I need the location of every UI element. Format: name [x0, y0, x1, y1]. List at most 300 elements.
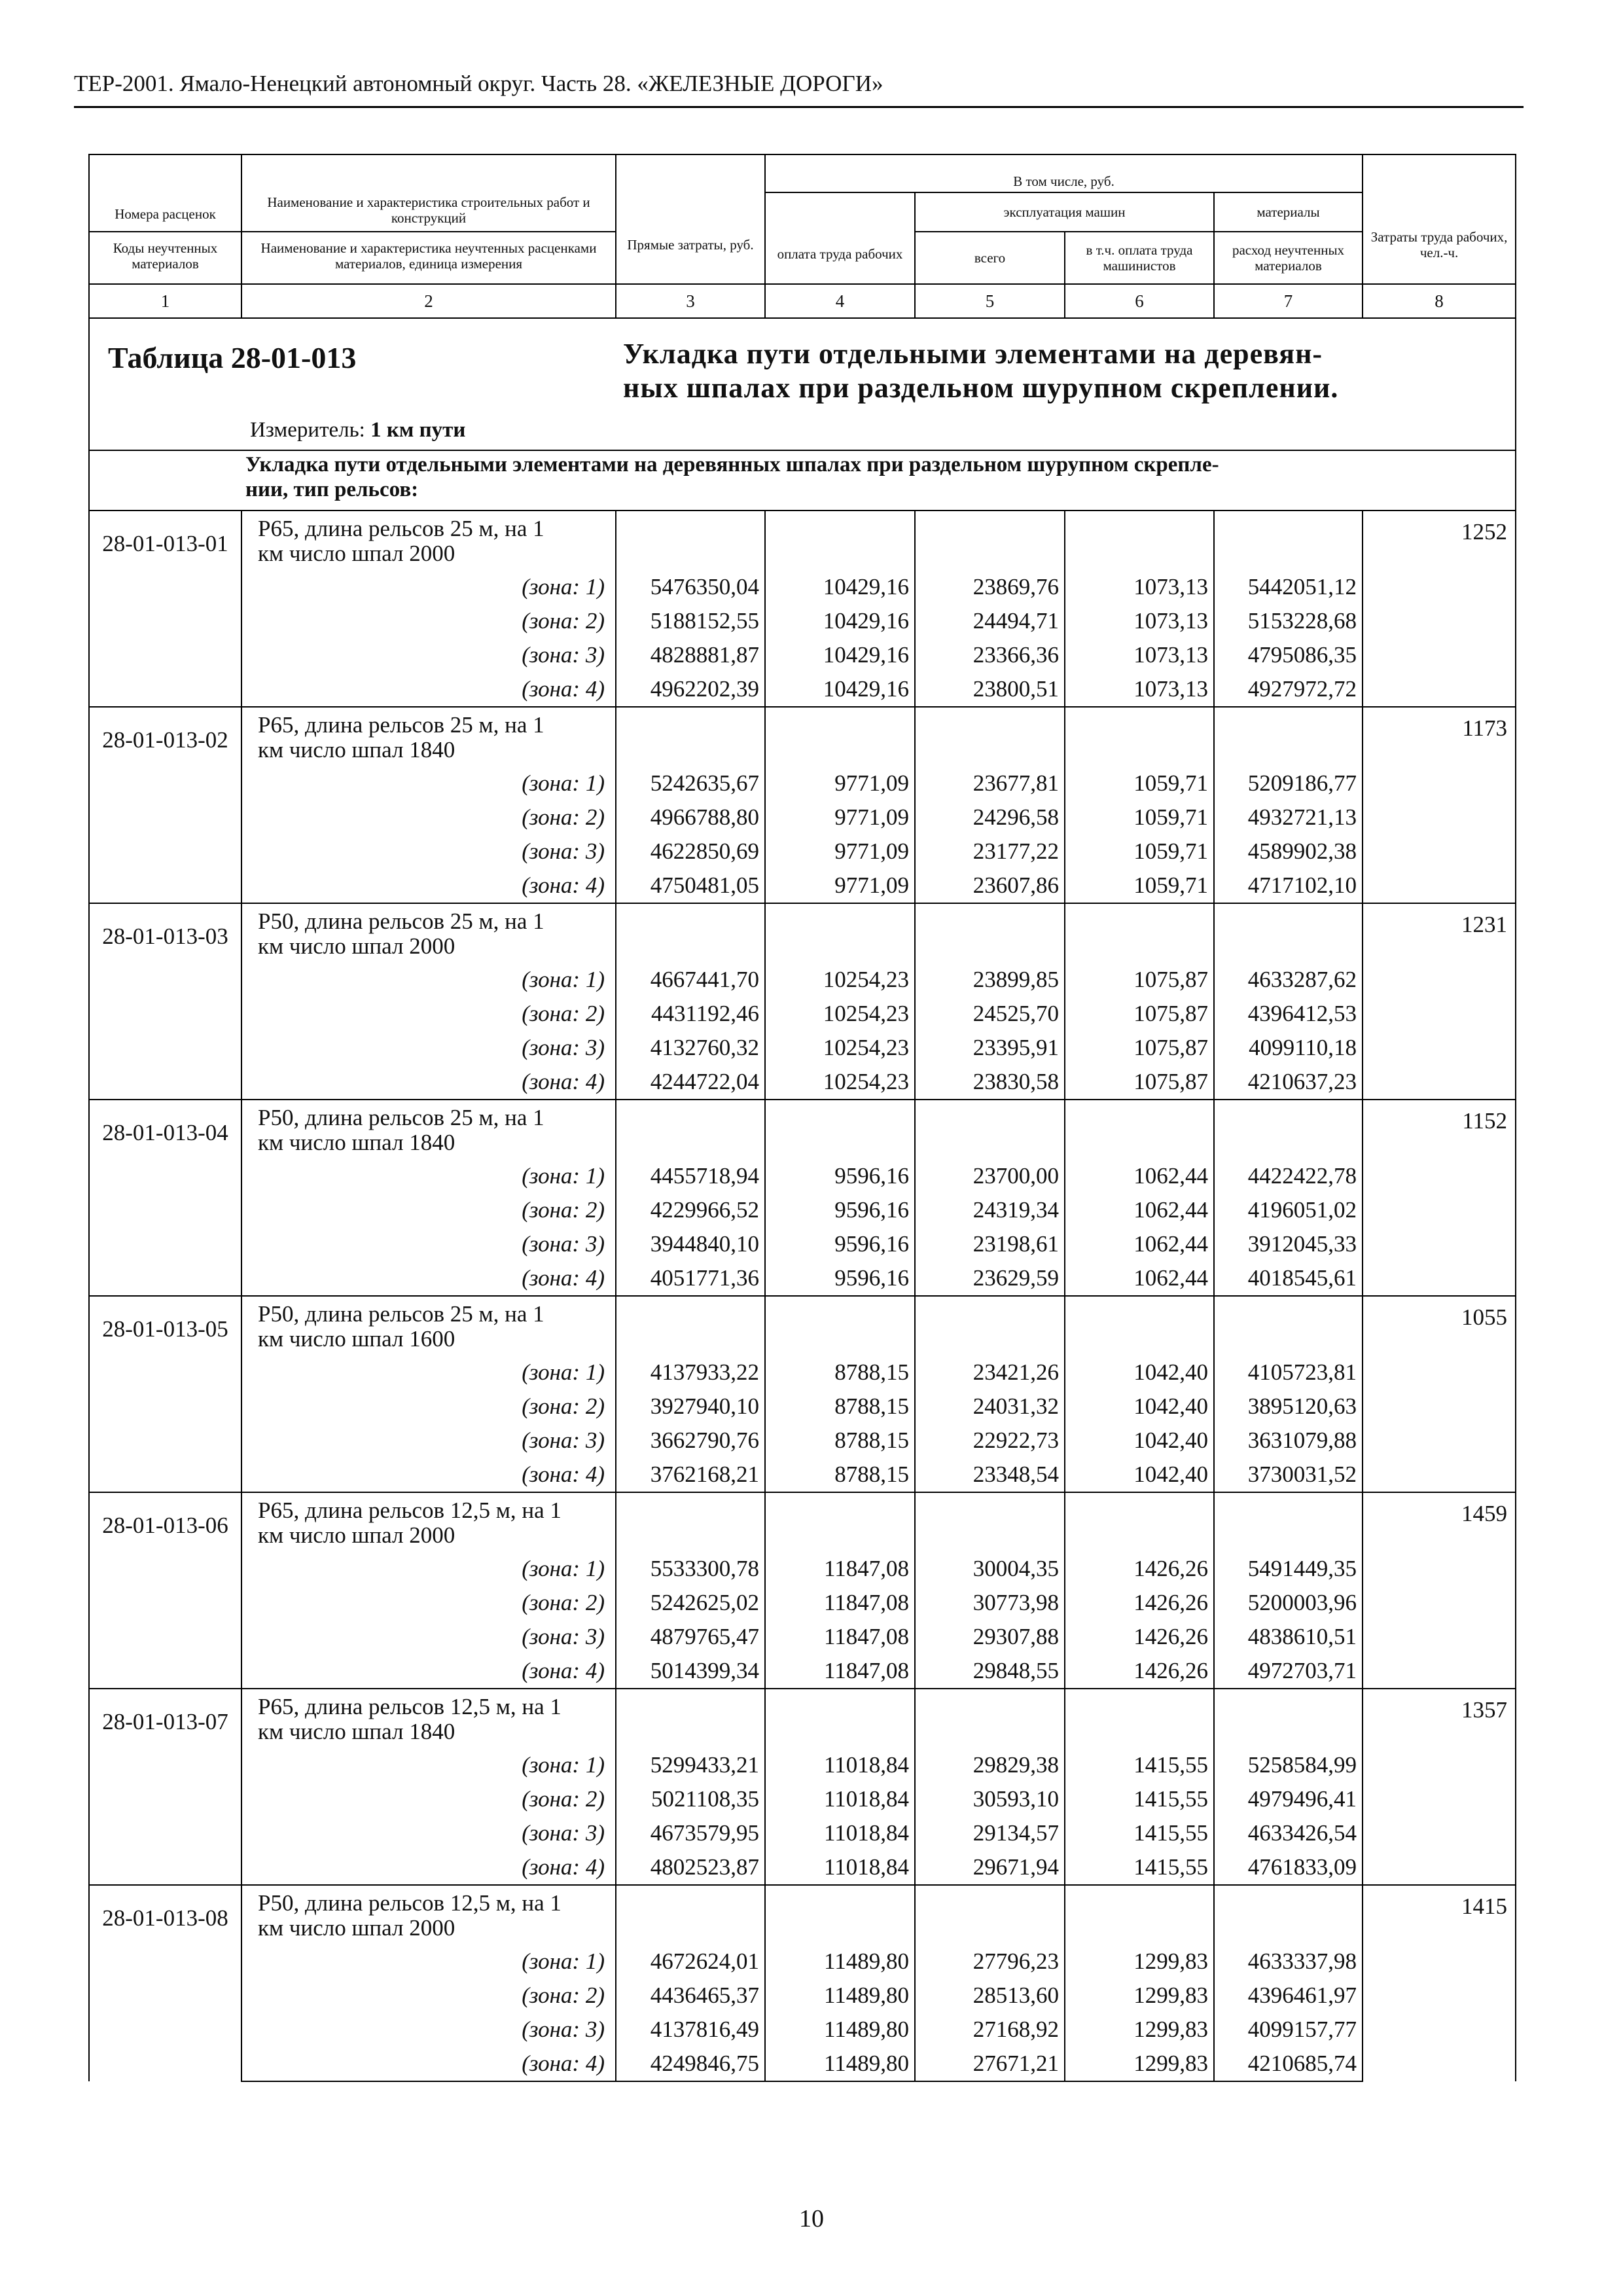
- zone-label: (зона: 1): [241, 963, 616, 997]
- rate-description-line: Р50, длина рельсов 25 м, на 1: [258, 1301, 544, 1327]
- operator-pay: 1415,55: [1065, 1850, 1214, 1885]
- col8-header: Затраты труда рабочих, чел.-ч.: [1363, 154, 1516, 284]
- col1-header-bottom: Коды неучтенных материалов: [89, 232, 241, 284]
- operator-pay: 1075,87: [1065, 963, 1214, 997]
- rate-code: 28-01-013-03: [89, 903, 241, 1100]
- running-header: ТЕР-2001. Ямало-Ненецкий автономный округ. Часть 28. «ЖЕЛЕЗНЫЕ ДОРОГИ»: [74, 71, 883, 96]
- materials-cost: 5200003,96: [1214, 1586, 1363, 1620]
- rate-description-line: км число шпал 2000: [258, 933, 455, 959]
- zone-label: (зона: 1): [241, 766, 616, 800]
- materials-cost: 4396412,53: [1214, 997, 1363, 1031]
- rate-description: [241, 511, 616, 570]
- worker-pay: 10254,23: [765, 1031, 915, 1065]
- machine-costs: 23629,59: [915, 1261, 1065, 1296]
- direct-costs: 4137933,22: [616, 1355, 765, 1390]
- direct-costs: 5242625,02: [616, 1586, 765, 1620]
- worker-pay: 11489,80: [765, 1945, 915, 1979]
- operator-pay: 1042,40: [1065, 1458, 1214, 1492]
- operator-pay: 1062,44: [1065, 1227, 1214, 1261]
- machine-costs: 28513,60: [915, 1979, 1065, 2013]
- direct-costs: 4802523,87: [616, 1850, 765, 1885]
- materials-cost: 5153228,68: [1214, 604, 1363, 638]
- worker-pay: 9771,09: [765, 766, 915, 800]
- worker-pay: 11018,84: [765, 1850, 915, 1885]
- rate-row: [89, 1100, 1516, 1159]
- machine-costs: 29134,57: [915, 1816, 1065, 1850]
- materials-cost: 4422422,78: [1214, 1159, 1363, 1193]
- zone-row: [89, 1065, 1516, 1100]
- group-title-line: Укладка пути отдельными элементами на деревянных шпалах при раздельном шурупном скрепле-: [245, 453, 1219, 476]
- zone-row: [89, 672, 1516, 707]
- direct-costs: 4879765,47: [616, 1620, 765, 1654]
- rate-row: [89, 903, 1516, 963]
- zone-row: [89, 1424, 1516, 1458]
- materials-cost: 3912045,33: [1214, 1227, 1363, 1261]
- machine-costs: 23177,22: [915, 834, 1065, 869]
- materials-cost: 5491449,35: [1214, 1552, 1363, 1586]
- machine-costs: 24494,71: [915, 604, 1065, 638]
- zone-row: [89, 766, 1516, 800]
- zone-row: [89, 1850, 1516, 1885]
- materials-cost: 3895120,63: [1214, 1390, 1363, 1424]
- labor-cost: 1357: [1363, 1689, 1516, 1885]
- materials-cost: 4979496,41: [1214, 1782, 1363, 1816]
- materials-cost: 4589902,38: [1214, 834, 1363, 869]
- zone-row: [89, 1193, 1516, 1227]
- zone-label: (зона: 1): [241, 570, 616, 604]
- machine-costs: 29307,88: [915, 1620, 1065, 1654]
- zone-row: [89, 1945, 1516, 1979]
- operator-pay: 1042,40: [1065, 1424, 1214, 1458]
- zone-label: (зона: 1): [241, 1159, 616, 1193]
- zone-row: [89, 1458, 1516, 1492]
- rate-description-line: км число шпал 2000: [258, 1522, 455, 1548]
- operator-pay: 1415,55: [1065, 1816, 1214, 1850]
- col1-header-top: Номера расценок: [89, 154, 241, 232]
- header-rule: [74, 106, 1524, 108]
- operator-pay: 1299,83: [1065, 2047, 1214, 2081]
- rate-code: 28-01-013-08: [89, 1885, 241, 2081]
- operator-pay: 1426,26: [1065, 1654, 1214, 1689]
- zone-label: (зона: 4): [241, 869, 616, 903]
- rate-description: [241, 903, 616, 963]
- col-number: 3: [616, 284, 765, 318]
- operator-pay: 1059,71: [1065, 800, 1214, 834]
- direct-costs: 4249846,75: [616, 2047, 765, 2081]
- worker-pay: 8788,15: [765, 1355, 915, 1390]
- direct-costs: 4051771,36: [616, 1261, 765, 1296]
- zone-row: [89, 1654, 1516, 1689]
- machine-costs: 27796,23: [915, 1945, 1065, 1979]
- materials-header: материалы: [1214, 192, 1363, 232]
- operator-pay: 1042,40: [1065, 1390, 1214, 1424]
- operator-pay: 1059,71: [1065, 869, 1214, 903]
- machine-costs: 23677,81: [915, 766, 1065, 800]
- machine-costs: 24296,58: [915, 800, 1065, 834]
- worker-pay: 11489,80: [765, 2013, 915, 2047]
- zone-label: (зона: 4): [241, 1065, 616, 1100]
- direct-costs: 4667441,70: [616, 963, 765, 997]
- rate-description-line: Р50, длина рельсов 12,5 м, на 1: [258, 1890, 562, 1916]
- operator-pay: 1075,87: [1065, 1031, 1214, 1065]
- materials-cost: 4196051,02: [1214, 1193, 1363, 1227]
- zone-label: (зона: 3): [241, 1424, 616, 1458]
- direct-costs: 5021108,35: [616, 1782, 765, 1816]
- col6-header: в т.ч. оплата труда машинистов: [1065, 232, 1214, 284]
- table-title-line: ных шпалах при раздельном шурупном скреплении.: [623, 372, 1339, 404]
- zone-label: (зона: 3): [241, 834, 616, 869]
- zone-label: (зона: 2): [241, 1390, 616, 1424]
- direct-costs: 4966788,80: [616, 800, 765, 834]
- rate-description: [241, 1100, 616, 1159]
- rate-row: [89, 1492, 1516, 1552]
- machine-costs: 23869,76: [915, 570, 1065, 604]
- operator-pay: 1299,83: [1065, 1979, 1214, 2013]
- direct-costs: 4672624,01: [616, 1945, 765, 1979]
- operator-pay: 1073,13: [1065, 672, 1214, 707]
- worker-pay: 11847,08: [765, 1552, 915, 1586]
- labor-cost: 1252: [1363, 511, 1516, 707]
- worker-pay: 10429,16: [765, 672, 915, 707]
- direct-costs: 5014399,34: [616, 1654, 765, 1689]
- zone-label: (зона: 1): [241, 1945, 616, 1979]
- labor-cost: 1415: [1363, 1885, 1516, 2081]
- operator-pay: 1062,44: [1065, 1193, 1214, 1227]
- zone-label: (зона: 4): [241, 2047, 616, 2081]
- labor-cost: 1459: [1363, 1492, 1516, 1689]
- zone-label: (зона: 1): [241, 1355, 616, 1390]
- operator-pay: 1075,87: [1065, 997, 1214, 1031]
- zone-row: [89, 2013, 1516, 2047]
- worker-pay: 8788,15: [765, 1424, 915, 1458]
- zone-row: [89, 1748, 1516, 1782]
- labor-cost: 1055: [1363, 1296, 1516, 1492]
- zone-row: [89, 869, 1516, 903]
- rate-code: 28-01-013-05: [89, 1296, 241, 1492]
- worker-pay: 11018,84: [765, 1748, 915, 1782]
- labor-cost: 1152: [1363, 1100, 1516, 1296]
- materials-cost: 4633426,54: [1214, 1816, 1363, 1850]
- worker-pay: 9596,16: [765, 1261, 915, 1296]
- direct-costs: 4455718,94: [616, 1159, 765, 1193]
- rate-description-line: км число шпал 1600: [258, 1326, 455, 1352]
- materials-cost: 4838610,51: [1214, 1620, 1363, 1654]
- worker-pay: 11018,84: [765, 1782, 915, 1816]
- rate-code: 28-01-013-06: [89, 1492, 241, 1689]
- operator-pay: 1042,40: [1065, 1355, 1214, 1390]
- materials-cost: 4099110,18: [1214, 1031, 1363, 1065]
- rate-code: 28-01-013-04: [89, 1100, 241, 1296]
- rate-description-line: Р65, длина рельсов 12,5 м, на 1: [258, 1694, 562, 1719]
- zone-label: (зона: 3): [241, 1031, 616, 1065]
- materials-cost: 3730031,52: [1214, 1458, 1363, 1492]
- rate-description-line: Р50, длина рельсов 25 м, на 1: [258, 908, 544, 934]
- machine-costs: 29829,38: [915, 1748, 1065, 1782]
- rate-row: [89, 1885, 1516, 1945]
- zone-label: (зона: 2): [241, 997, 616, 1031]
- direct-costs: 3762168,21: [616, 1458, 765, 1492]
- materials-cost: 4717102,10: [1214, 869, 1363, 903]
- direct-costs: 4673579,95: [616, 1816, 765, 1850]
- operator-pay: 1073,13: [1065, 638, 1214, 672]
- labor-cost: 1173: [1363, 707, 1516, 903]
- zone-label: (зона: 2): [241, 1586, 616, 1620]
- col7-header: расход неучтенных материалов: [1214, 232, 1363, 284]
- rate-description: [241, 1689, 616, 1748]
- machine-costs: 23800,51: [915, 672, 1065, 707]
- col2-header-bottom: Наименование и характеристика неучтенных расценками материалов, единица измерения: [241, 232, 616, 284]
- materials-cost: 4927972,72: [1214, 672, 1363, 707]
- zone-row: [89, 1586, 1516, 1620]
- machine-costs: 27168,92: [915, 2013, 1065, 2047]
- zone-row: [89, 1159, 1516, 1193]
- worker-pay: 9771,09: [765, 800, 915, 834]
- measure-value: 1 км пути: [370, 418, 466, 442]
- worker-pay: 9596,16: [765, 1159, 915, 1193]
- rate-description-line: км число шпал 1840: [258, 737, 455, 762]
- zone-row: [89, 800, 1516, 834]
- materials-cost: 5209186,77: [1214, 766, 1363, 800]
- zone-label: (зона: 1): [241, 1748, 616, 1782]
- materials-cost: 3631079,88: [1214, 1424, 1363, 1458]
- price-table: [88, 154, 1516, 2082]
- zone-label: (зона: 2): [241, 1782, 616, 1816]
- machine-costs: 23198,61: [915, 1227, 1065, 1261]
- direct-costs: 4244722,04: [616, 1065, 765, 1100]
- operator-pay: 1062,44: [1065, 1159, 1214, 1193]
- rate-description-line: Р65, длина рельсов 12,5 м, на 1: [258, 1498, 562, 1523]
- machine-costs: 29671,94: [915, 1850, 1065, 1885]
- operator-pay: 1059,71: [1065, 766, 1214, 800]
- zone-label: (зона: 4): [241, 1654, 616, 1689]
- incl-header: В том числе, руб.: [765, 154, 1363, 192]
- direct-costs: 4137816,49: [616, 2013, 765, 2047]
- direct-costs: 5533300,78: [616, 1552, 765, 1586]
- worker-pay: 10429,16: [765, 638, 915, 672]
- worker-pay: 9771,09: [765, 869, 915, 903]
- machine-costs: 23607,86: [915, 869, 1065, 903]
- worker-pay: 8788,15: [765, 1390, 915, 1424]
- table-title-line: Укладка пути отдельными элементами на деревян-: [623, 338, 1323, 370]
- operator-pay: 1073,13: [1065, 604, 1214, 638]
- direct-costs: 3927940,10: [616, 1390, 765, 1424]
- rate-row: [89, 1689, 1516, 1748]
- zone-label: (зона: 4): [241, 1850, 616, 1885]
- materials-cost: 4210637,23: [1214, 1065, 1363, 1100]
- zone-label: (зона: 2): [241, 1193, 616, 1227]
- direct-costs: 3662790,76: [616, 1424, 765, 1458]
- rate-description-line: Р65, длина рельсов 25 м, на 1: [258, 516, 544, 541]
- zone-label: (зона: 3): [241, 638, 616, 672]
- zone-label: (зона: 3): [241, 1227, 616, 1261]
- col2-header-top: Наименование и характеристика строительных работ и конструкций: [241, 154, 616, 232]
- rate-description-line: км число шпал 2000: [258, 541, 455, 566]
- materials-cost: 4633337,98: [1214, 1945, 1363, 1979]
- operator-pay: 1075,87: [1065, 1065, 1214, 1100]
- zone-label: (зона: 4): [241, 672, 616, 707]
- rate-description: [241, 1492, 616, 1552]
- worker-pay: 11847,08: [765, 1586, 915, 1620]
- table-label: Таблица 28-01-013: [108, 341, 357, 374]
- materials-cost: 4932721,13: [1214, 800, 1363, 834]
- direct-costs: 4431192,46: [616, 997, 765, 1031]
- worker-pay: 11489,80: [765, 1979, 915, 2013]
- machine-costs: 30004,35: [915, 1552, 1065, 1586]
- materials-cost: 4210685,74: [1214, 2047, 1363, 2081]
- materials-cost: 4761833,09: [1214, 1850, 1363, 1885]
- operator-pay: 1426,26: [1065, 1620, 1214, 1654]
- operator-pay: 1415,55: [1065, 1748, 1214, 1782]
- materials-cost: 5258584,99: [1214, 1748, 1363, 1782]
- table-section-heading: [89, 318, 1516, 450]
- operator-pay: 1426,26: [1065, 1552, 1214, 1586]
- col-number: 7: [1214, 284, 1363, 318]
- direct-costs: 4622850,69: [616, 834, 765, 869]
- materials-cost: 4633287,62: [1214, 963, 1363, 997]
- operator-pay: 1415,55: [1065, 1782, 1214, 1816]
- col-number: 8: [1363, 284, 1516, 318]
- rate-row: [89, 707, 1516, 766]
- worker-pay: 11847,08: [765, 1620, 915, 1654]
- zone-label: (зона: 2): [241, 800, 616, 834]
- machine-costs: 27671,21: [915, 2047, 1065, 2081]
- machine-costs: 24525,70: [915, 997, 1065, 1031]
- zone-label: (зона: 2): [241, 1979, 616, 2013]
- worker-pay: 11847,08: [765, 1654, 915, 1689]
- zone-row: [89, 570, 1516, 604]
- zone-label: (зона: 4): [241, 1458, 616, 1492]
- operator-pay: 1073,13: [1065, 570, 1214, 604]
- machine-costs: 23421,26: [915, 1355, 1065, 1390]
- measure-unit: [250, 418, 465, 442]
- machine-costs: 23700,00: [915, 1159, 1065, 1193]
- machine-costs: 23395,91: [915, 1031, 1065, 1065]
- rate-row: [89, 1296, 1516, 1355]
- col5-header: всего: [915, 232, 1065, 284]
- direct-costs: 5188152,55: [616, 604, 765, 638]
- materials-cost: 4972703,71: [1214, 1654, 1363, 1689]
- rate-code: 28-01-013-02: [89, 707, 241, 903]
- worker-pay: 9596,16: [765, 1193, 915, 1227]
- col-number: 2: [241, 284, 616, 318]
- rate-description-line: км число шпал 2000: [258, 1915, 455, 1941]
- operator-pay: 1062,44: [1065, 1261, 1214, 1296]
- col4-header: оплата труда рабочих: [765, 192, 915, 284]
- zone-label: (зона: 2): [241, 604, 616, 638]
- zone-row: [89, 1031, 1516, 1065]
- materials-cost: 4795086,35: [1214, 638, 1363, 672]
- zone-label: (зона: 3): [241, 2013, 616, 2047]
- worker-pay: 10429,16: [765, 570, 915, 604]
- zone-row: [89, 1261, 1516, 1296]
- zone-row: [89, 1355, 1516, 1390]
- rate-description: [241, 707, 616, 766]
- rate-description: [241, 1296, 616, 1355]
- worker-pay: 11489,80: [765, 2047, 915, 2081]
- rate-code: 28-01-013-01: [89, 511, 241, 707]
- machine-costs: 23899,85: [915, 963, 1065, 997]
- zone-row: [89, 963, 1516, 997]
- group-title: [241, 450, 1516, 511]
- labor-cost: 1231: [1363, 903, 1516, 1100]
- rate-description-line: км число шпал 1840: [258, 1130, 455, 1155]
- rate-description-line: км число шпал 1840: [258, 1719, 455, 1744]
- materials-cost: 4018545,61: [1214, 1261, 1363, 1296]
- machine-costs: 29848,55: [915, 1654, 1065, 1689]
- direct-costs: 5242635,67: [616, 766, 765, 800]
- zone-row: [89, 1782, 1516, 1816]
- zone-row: [89, 1816, 1516, 1850]
- zone-row: [89, 2047, 1516, 2081]
- column-number-row: [89, 284, 1516, 318]
- zone-row: [89, 1620, 1516, 1654]
- zone-row: [89, 638, 1516, 672]
- rate-rows: [89, 511, 1516, 2081]
- direct-costs: 4132760,32: [616, 1031, 765, 1065]
- machine-costs: 24031,32: [915, 1390, 1065, 1424]
- machine-costs: 22922,73: [915, 1424, 1065, 1458]
- materials-cost: 4099157,77: [1214, 2013, 1363, 2047]
- rate-description: [241, 1885, 616, 1945]
- direct-costs: 4229966,52: [616, 1193, 765, 1227]
- operator-pay: 1059,71: [1065, 834, 1214, 869]
- direct-costs: 5299433,21: [616, 1748, 765, 1782]
- direct-costs: 3944840,10: [616, 1227, 765, 1261]
- direct-costs: 4750481,05: [616, 869, 765, 903]
- col-number: 5: [915, 284, 1065, 318]
- machine-costs: 30773,98: [915, 1586, 1065, 1620]
- machines-header: эксплуатация машин: [915, 192, 1214, 232]
- worker-pay: 10254,23: [765, 963, 915, 997]
- direct-costs: 4962202,39: [616, 672, 765, 707]
- zone-row: [89, 1390, 1516, 1424]
- zone-row: [89, 1979, 1516, 2013]
- machine-costs: 23348,54: [915, 1458, 1065, 1492]
- rate-description-line: Р65, длина рельсов 25 м, на 1: [258, 712, 544, 738]
- group-title-line: нии, тип рельсов:: [245, 478, 419, 501]
- worker-pay: 9596,16: [765, 1227, 915, 1261]
- worker-pay: 9771,09: [765, 834, 915, 869]
- zone-label: (зона: 3): [241, 1620, 616, 1654]
- operator-pay: 1299,83: [1065, 2013, 1214, 2047]
- zone-row: [89, 604, 1516, 638]
- zone-row: [89, 997, 1516, 1031]
- rate-code: 28-01-013-07: [89, 1689, 241, 1885]
- col-number: 4: [765, 284, 915, 318]
- measure-prefix: Измеритель:: [250, 418, 365, 442]
- zone-row: [89, 1227, 1516, 1261]
- materials-cost: 4396461,97: [1214, 1979, 1363, 2013]
- col3-header: Прямые затраты, руб.: [616, 154, 765, 284]
- direct-costs: 5476350,04: [616, 570, 765, 604]
- machine-costs: 23366,36: [915, 638, 1065, 672]
- col-number: 1: [89, 284, 241, 318]
- zone-row: [89, 1552, 1516, 1586]
- direct-costs: 4828881,87: [616, 638, 765, 672]
- zone-label: (зона: 3): [241, 1816, 616, 1850]
- machine-costs: 30593,10: [915, 1782, 1065, 1816]
- direct-costs: 4436465,37: [616, 1979, 765, 2013]
- machine-costs: 24319,34: [915, 1193, 1065, 1227]
- worker-pay: 10254,23: [765, 1065, 915, 1100]
- zone-label: (зона: 4): [241, 1261, 616, 1296]
- materials-cost: 4105723,81: [1214, 1355, 1363, 1390]
- table-title: [623, 337, 1493, 405]
- worker-pay: 10429,16: [765, 604, 915, 638]
- rate-row: [89, 511, 1516, 570]
- col-number: 6: [1065, 284, 1214, 318]
- operator-pay: 1299,83: [1065, 1945, 1214, 1979]
